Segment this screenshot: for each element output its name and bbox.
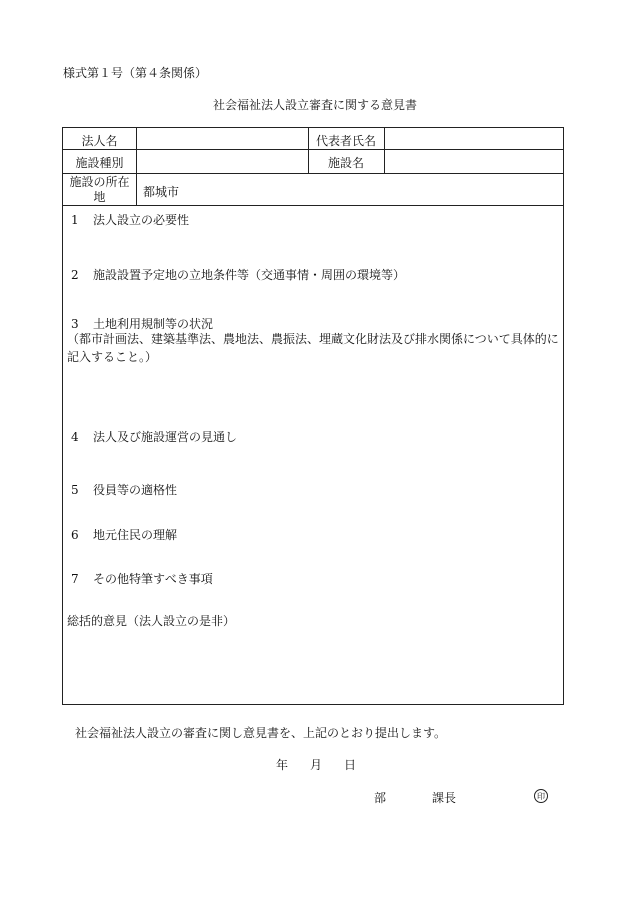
row-divider xyxy=(63,205,563,206)
row-divider xyxy=(63,173,563,174)
section-5-number: 5 xyxy=(71,483,79,497)
section-2-label: 施設設置予定地の立地条件等（交通事情・周囲の環境等） xyxy=(93,268,406,282)
section-6-number: 6 xyxy=(71,528,79,542)
section-5-label: 役員等の適格性 xyxy=(93,483,178,497)
submission-statement: 社会福祉法人設立の審査に関し意見書を、上記のとおり提出します。 xyxy=(75,726,447,740)
section-4-label: 法人及び施設運営の見通し xyxy=(93,430,238,444)
facility-type-label: 施設種別 xyxy=(75,156,124,170)
department-label: 部 xyxy=(374,791,387,805)
corporation-name-label: 法人名 xyxy=(81,134,118,148)
date-month-label: 月 xyxy=(310,758,323,772)
section-3-label: 土地利用規制等の状況 xyxy=(93,317,214,331)
date-year-label: 年 xyxy=(276,758,289,772)
location-label-line2: 地 xyxy=(93,190,106,204)
section-chief-label: 課長 xyxy=(432,791,457,805)
seal-mark-icon: 印 xyxy=(534,789,548,803)
form-number: 様式第１号（第４条関係） xyxy=(63,66,208,80)
opinion-form-table xyxy=(62,127,564,705)
section-2-number: 2 xyxy=(71,268,79,282)
location-value[interactable]: 都城市 xyxy=(143,185,180,199)
date-day-label: 日 xyxy=(344,758,357,772)
row-divider xyxy=(63,149,563,150)
representative-label: 代表者氏名 xyxy=(315,134,376,148)
section-4 xyxy=(71,428,237,445)
section-7 xyxy=(71,570,213,587)
section-1-label: 法人設立の必要性 xyxy=(93,213,190,227)
section-1 xyxy=(71,211,189,228)
section-2 xyxy=(71,266,405,283)
section-3-note: （都市計画法、建築基準法、農地法、農振法、埋蔵文化財法及び排水関係について具体的に記入すること。） xyxy=(67,332,559,364)
location-label xyxy=(63,175,136,205)
section-7-label: その他特筆すべき事項 xyxy=(93,572,213,586)
location-label-line1: 施設の所在 xyxy=(69,175,130,189)
column-divider xyxy=(384,128,385,173)
section-7-number: 7 xyxy=(71,572,79,586)
overall-opinion-label: 総括的意見（法人設立の是非） xyxy=(67,614,236,628)
section-3-number: 3 xyxy=(71,317,79,331)
facility-name-label: 施設名 xyxy=(327,156,364,170)
section-6 xyxy=(71,526,177,543)
section-4-number: 4 xyxy=(71,430,79,444)
section-6-label: 地元住民の理解 xyxy=(93,528,178,542)
document-title: 社会福祉法人設立審査に関する意見書 xyxy=(212,98,417,112)
column-divider xyxy=(136,128,137,205)
section-1-number: 1 xyxy=(71,213,79,227)
section-5 xyxy=(71,481,177,498)
